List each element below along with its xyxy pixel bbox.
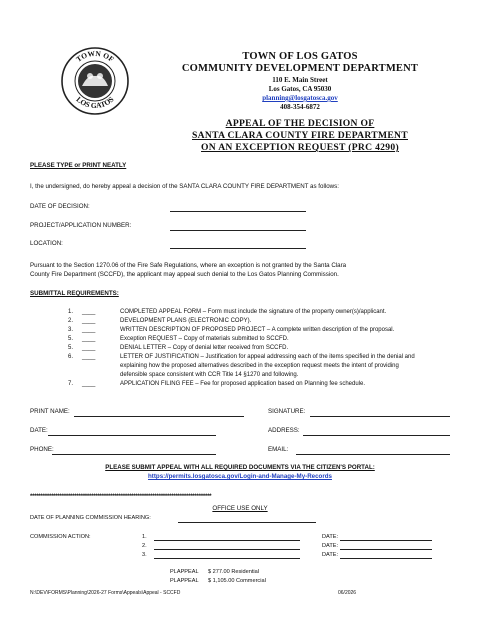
form-title-line2: SANTA CLARA COUNTY FIRE DEPARTMENT: [192, 130, 408, 141]
action-field[interactable]: [154, 558, 300, 559]
action-date-label: DATE:: [322, 534, 339, 540]
action-date-label: DATE:: [322, 543, 339, 549]
intro-text: I, the undersigned, do hereby appeal a decision of the SANTA CLARA COUNTY FIRE DEPARTMENT as follows:: [30, 183, 339, 190]
address-label: ADDRESS:: [268, 427, 300, 434]
section-separator: **************************************************************************************: [30, 493, 212, 500]
action-number: 2.: [142, 543, 147, 549]
office-use-heading: OFFICE USE ONLY: [212, 505, 268, 512]
hearing-date-field[interactable]: [178, 522, 316, 523]
requirement-number: 3.: [68, 327, 74, 333]
print-name-field[interactable]: [74, 416, 244, 417]
requirement-text: defensible space consistent with CCR Title 14 §1270 and following.: [120, 372, 299, 378]
date-of-decision-field[interactable]: [170, 211, 306, 212]
action-number: 3.: [142, 552, 147, 558]
pursuant-line2: County Fire Department (SCCFD), the applicant may appeal such denial to the Los Gatos Planning Commission.: [30, 271, 339, 278]
header-city: Los Gatos, CA 95030: [268, 85, 332, 93]
seal-bottom-text: LOS GATOS: [74, 94, 116, 111]
fee-code: PLAPPEAL: [170, 569, 199, 575]
requirement-text: DENIAL LETTER – Copy of denial letter received from SCCFD.: [120, 345, 289, 351]
requirement-text: DEVELOPMENT PLANS (ELECTRONIC COPY).: [120, 318, 252, 324]
requirement-number: 6.: [68, 354, 74, 360]
hearing-date-label: DATE OF PLANNING COMMISSION HEARING:: [30, 515, 151, 521]
requirement-text: Exception REQUEST – Copy of materials submitted to SCCFD.: [120, 336, 289, 342]
phone-field[interactable]: [52, 454, 216, 455]
requirement-text: explaining how the proposed alternatives described in the exception request meets the intent of providing: [120, 363, 399, 369]
fee-code: PLAPPEAL: [170, 578, 199, 584]
requirement-number: 2.: [68, 318, 74, 324]
action-field[interactable]: [154, 540, 300, 541]
print-name-label: PRINT NAME:: [30, 408, 70, 415]
email-field[interactable]: [296, 454, 450, 455]
location-label: LOCATION:: [30, 240, 63, 247]
header-phone: 408-354-6872: [280, 103, 320, 111]
fee-amount: $ 277.00 Residential: [208, 569, 260, 575]
requirement-text: APPLICATION FILING FEE – Fee for proposed application based on Planning fee schedule.: [120, 381, 366, 387]
requirement-check-blank[interactable]: ____: [82, 345, 96, 351]
requirement-number: 1.: [68, 309, 74, 315]
date-of-decision-label: DATE OF DECISION:: [30, 203, 90, 210]
signature-label: SIGNATURE:: [268, 408, 306, 415]
footer-file-path: N:\DEV\FORMS\Planning\2026-27 Forms\Appeals\Appeal - SCCFD: [30, 590, 181, 596]
form-title-line1: APPEAL OF THE DECISION OF: [225, 118, 375, 129]
location-field[interactable]: [170, 248, 306, 249]
date-field[interactable]: [48, 435, 216, 436]
requirement-number: 5.: [68, 345, 74, 351]
seal-top-text: TOWN OF: [74, 48, 116, 64]
requirement-check-blank[interactable]: ____: [82, 309, 96, 315]
requirement-check-blank[interactable]: ____: [82, 318, 96, 324]
requirement-check-blank[interactable]: ____: [82, 336, 96, 342]
address-field[interactable]: [303, 435, 450, 436]
commission-action-label: COMMISSION ACTION:: [30, 534, 91, 540]
action-number: 1.: [142, 534, 147, 540]
header-department: COMMUNITY DEVELOPMENT DEPARTMENT: [181, 63, 419, 74]
portal-instructions: PLEASE SUBMIT APPEAL WITH ALL REQUIRED DOCUMENTS VIA THE CITIZEN'S PORTAL:: [105, 464, 375, 471]
action-date-field[interactable]: [340, 558, 432, 559]
header-street: 110 E. Main Street: [272, 76, 328, 84]
requirement-text: LETTER OF JUSTIFICATION – Justification for appeal addressing each of the items specified in the denial and: [120, 354, 415, 360]
footer-date: 06/2026: [338, 590, 357, 596]
form-title-line3: ON AN EXCEPTION REQUEST (PRC 4290): [201, 142, 399, 153]
email-label: EMAIL:: [268, 446, 289, 453]
signature-field[interactable]: [310, 416, 450, 417]
action-date-field[interactable]: [340, 549, 432, 550]
requirement-check-blank[interactable]: ____: [82, 327, 96, 333]
portal-link[interactable]: https://permits.losgatosca.gov/Login-and-Manage-My-Records: [148, 473, 332, 480]
requirement-text: WRITTEN DESCRIPTION OF PROPOSED PROJECT – A complete written description of the proposal.: [120, 327, 395, 333]
date-label: DATE:: [30, 427, 48, 434]
project-number-label: PROJECT/APPLICATION NUMBER:: [30, 222, 132, 229]
requirement-check-blank[interactable]: ____: [82, 381, 96, 387]
submittal-heading: SUBMITTAL REQUIREMENTS:: [30, 290, 119, 297]
requirement-number: 5.: [68, 336, 74, 342]
requirement-text: COMPLETED APPEAL FORM – Form must include the signature of the property owner(s)/applicant.: [120, 309, 387, 315]
pursuant-line1: Pursuant to the Section 1270.06 of the Fire Safe Regulations, where an exception is not granted by the Santa Clara: [30, 262, 347, 269]
project-number-field[interactable]: [170, 230, 306, 231]
phone-label: PHONE:: [30, 446, 54, 453]
instructions: PLEASE TYPE or PRINT NEATLY: [30, 162, 127, 169]
requirement-check-blank[interactable]: ____: [82, 354, 96, 360]
header-email-link[interactable]: planning@losgatosca.gov: [262, 94, 338, 102]
fee-amount: $ 1,105.00 Commercial: [208, 578, 266, 584]
action-date-field[interactable]: [340, 540, 432, 541]
action-date-label: DATE:: [322, 552, 339, 558]
requirement-number: 7.: [68, 381, 74, 387]
header-town: TOWN OF LOS GATOS: [242, 51, 358, 62]
action-field[interactable]: [154, 549, 300, 550]
